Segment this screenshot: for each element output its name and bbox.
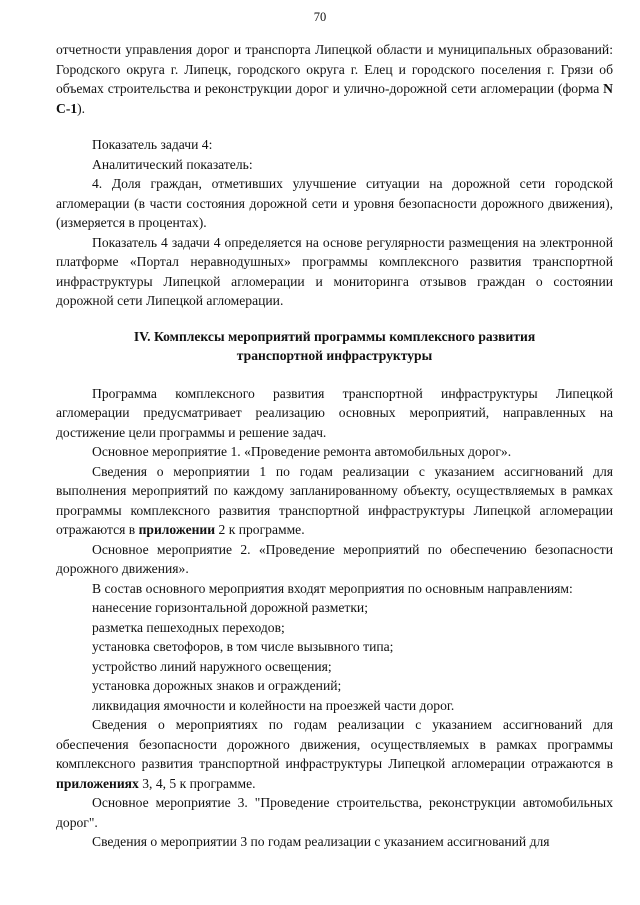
indicator-definition: Показатель 4 задачи 4 определяется на основе регулярности размещения на электронной платформе «Портал неравнодушных» программы комплексного развития транспортной инфраструктуры Липецкой агломерации и мониторинга отзывов граждан о состоянии дорожной сети Липецкой агломерации. <box>56 234 613 308</box>
section-heading: IV. Комплексы мероприятий программы комплексного развития транспортной инфраструктуры <box>133 328 536 363</box>
activity-2-details: Сведения о мероприятиях по годам реализации с указанием ассигнований для обеспечения безопасности дорожного движения, осуществляемых в рамках программы комплексного развития транспортной инфраструктуры Липецкой агломерации отражаются в приложениях 3, 4, 5 к программе. <box>56 717 613 791</box>
directions-list <box>56 598 613 715</box>
indicator-type: Аналитический показатель: <box>92 156 253 172</box>
form-code: N С-1 <box>56 81 613 116</box>
list-item: разметка пешеходных переходов; <box>92 619 285 635</box>
intro-paragraph: отчетности управления дорог и транспорта Липецкой области и муниципальных образований: Городского округа г. Липецк, городского округа г. Елец и городского поселения г. Грязи об объемах строительства и реконструкции дорог и улично-дорожной сети агломерации (форма N С-1). <box>56 42 613 116</box>
page-body <box>56 40 613 852</box>
program-paragraph: Программа комплексного развития транспортной инфраструктуры Липецкой агломерации предусматривает реализацию основных мероприятий, направленных на достижение цели программы и решение задач. <box>56 385 613 440</box>
indicator-item: 4. Доля граждан, отметивших улучшение ситуации на дорожной сети городской агломерации (в части состояния дорожной сети и уровня безопасности дорожного движения), (измеряется в процентах). <box>56 176 613 230</box>
list-item: установка дорожных знаков и ограждений; <box>92 678 342 693</box>
page-number: 70 <box>313 10 327 24</box>
activity-1-details: Сведения о мероприятии 1 по годам реализации с указанием ассигнований для выполнения мероприятий по каждому запланированному объекту, осуществляемых в рамках программы комплексного развития транспортной инфраструктуры Липецкой агломерации отражаются в приложении 2 к программе. <box>56 463 613 537</box>
list-item: устройство линий наружного освещения; <box>92 658 332 674</box>
list-item: ликвидация ямочности и колейности на проезжей части дорог. <box>92 697 455 713</box>
activity-2-title: Основное мероприятие 2. «Проведение мероприятий по обеспечению безопасности дорожного движения». <box>56 541 613 576</box>
activity-2-directions: В состав основного мероприятия входят мероприятия по основным направлениям: <box>92 580 573 596</box>
activity-3-details: Сведения о мероприятии 3 по годам реализации с указанием ассигнований для <box>92 834 550 849</box>
activity-1-title: Основное мероприятие 1. «Проведение ремонта автомобильных дорог». <box>92 444 512 459</box>
list-item: нанесение горизонтальной дорожной разметки; <box>92 600 368 615</box>
list-item: установка светофоров, в том числе вызывного типа; <box>92 639 394 654</box>
indicator-title: Показатель задачи 4: <box>92 137 213 152</box>
activity-3-title: Основное мероприятие 3. "Проведение строительства, реконструкции автомобильных дорог". <box>56 795 613 830</box>
